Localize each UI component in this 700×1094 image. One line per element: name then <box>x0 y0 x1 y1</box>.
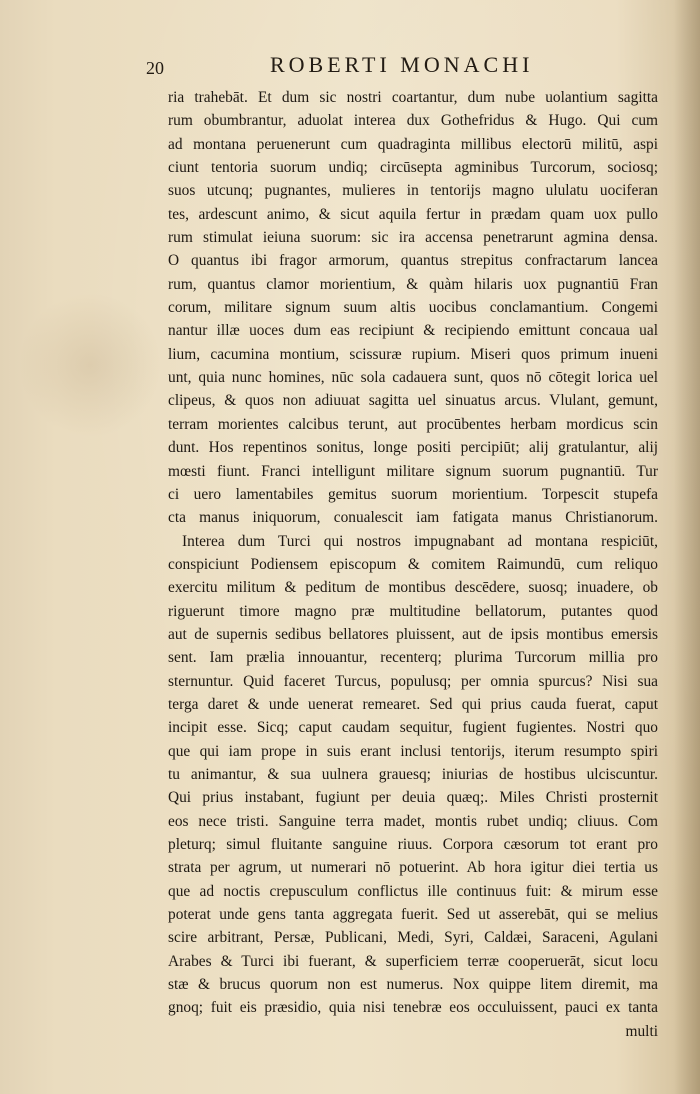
text-line: nantur illæ uoces dum eas recipiunt & recipiendo emittunt concaua ual <box>168 322 658 340</box>
paragraph-start-line: Interea dum Turci qui nostros impugnabant ad montana respiciūt, <box>182 532 658 550</box>
text-line: ci uero lamentabiles gemitus suorum morientium. Torpescit stupefa <box>168 485 658 503</box>
text-line: ria trahebāt. Et dum sic nostri coartantur, dum nube uolantium sagitta <box>168 89 658 106</box>
text-line: Arabes & Turci ibi fuerant, & superficiem terræ cooperuerāt, sicut locu <box>168 952 658 970</box>
text-line: suos utcunq; pugnantes, mulieres in tentorijs magno ululatu uociferan <box>168 182 658 200</box>
text-line: rum stimulat ieiuna suorum: sic ira accensa penetrarunt agmina densa. <box>168 229 658 247</box>
text-line: que qui iam prope in suis erant inclusi tentorijs, iterum resumpto spiri <box>168 742 658 760</box>
text-line: corum, militare signum suum altis uocibus conclamantium. Congemi <box>168 299 658 317</box>
text-line: O quantus ibi fragor armorum, quantus strepitus confractarum lancea <box>168 252 658 270</box>
text-line: clipeus, & quos non adiuuat sagitta uel sinuatus arcus. Vlulant, gemunt, <box>168 392 658 410</box>
text-line: rum obumbrantur, aduolat interea dux Gothefridus & Hugo. Qui cum <box>168 112 658 130</box>
body-text <box>168 86 658 1043</box>
text-line: stæ & brucus quorum non est numerus. Nox quippe litem diremit, ma <box>168 976 658 994</box>
text-line: sent. Iam prælia innouantur, recenterq; plurima Turcorum millia pro <box>168 649 658 667</box>
text-line: scire arbitrant, Persæ, Publicani, Medi, Syri, Caldæi, Saraceni, Agulani <box>168 929 658 947</box>
text-line: dunt. Hos repentinos sonitus, longe positi percipiūt; alij gratulantur, alij <box>168 439 658 457</box>
page-header <box>0 52 700 84</box>
text-line: mœsti fiunt. Franci intelligunt militare signum suorum pugnantiū. Tur <box>168 462 658 480</box>
text-line: tu animantur, & sua uulnera grauesq; iniurias de hostibus ulciscuntur. <box>168 765 658 783</box>
text-line: rum, quantus clamor morientium, & quàm hilaris uox pugnantiū Fran <box>168 275 658 293</box>
text-line: strata per agrum, ut numerari nō potuerint. Ab hora igitur diei tertia us <box>168 859 658 877</box>
text-line: unt, quia nunc homines, nūc sola cadauera sunt, quos nō cōtegit lorica uel <box>168 369 658 387</box>
text-line: ad montana peruenerunt cum quadraginta millibus electorū militū, aspi <box>168 135 658 153</box>
text-line: pleturq; simul fluitante sanguine riuus. Corpora cæsorum tot erant pro <box>168 836 658 853</box>
text-line: poterat unde gens tanta aggregata fuerit. Sed ut asserebāt, qui se melius <box>168 906 658 924</box>
text-line: eos nece tristi. Sanguine terra madet, montis rubet undiq; cliuus. Com <box>168 812 658 830</box>
text-line: riguerunt timore magno præ multitudine bellatorum, putantes quod <box>168 602 658 620</box>
text-line: cta manus iniquorum, conualescit iam fatigata manus Christianorum. <box>168 509 658 527</box>
text-line: aut de supernis sedibus bellatores pluissent, aut de ipsis montibus emersis <box>168 625 658 643</box>
text-line: que ad noctis crepusculum conflictus ille continuus fuit: & mirum esse <box>168 882 658 900</box>
text-line: Qui prius instabant, fugiunt per deuia quæq;. Miles Christi prosternit <box>168 789 658 807</box>
text-line: terram morientes calcibus terunt, aut procūbentes herbam mordicus scin <box>168 415 658 433</box>
text-line: lium, cacumina montium, scissuræ rupium. Miseri quos primum inueni <box>168 345 658 363</box>
text-line: incipit esse. Sicq; caput caudam sequitur, fugient fugientes. Nostri quo <box>168 719 658 737</box>
text-line: gnoq; fuit eis præsidio, quia nisi tenebræ eos occuluissent, pauci ex tanta <box>168 999 658 1017</box>
catchword: multi <box>625 1022 658 1040</box>
running-head: ROBERTI MONACHI <box>270 52 534 77</box>
text-line: terga daret & unde uenerat remearet. Sed qui prius cauda fuerat, caput <box>168 695 658 713</box>
text-line: ciunt tentoria suorum undiq; circūsepta agminibus Turcorum, sociosq; <box>168 159 658 177</box>
text-line: sternuntur. Quid faceret Turcus, populusq; per omnia spurcus? Nisi sua <box>168 672 658 690</box>
page-number: 20 <box>146 58 164 78</box>
text-line: exercitu militum & peditum de montibus descēdere, suosq; inuadere, ob <box>168 579 658 597</box>
text-line: conspiciunt Podiensem episcopum & comitem Raimundū, cum reliquo <box>168 555 658 573</box>
text-line: tes, ardescunt animo, & sicut aquila fertur in prædam quam uox pullo <box>168 205 658 223</box>
